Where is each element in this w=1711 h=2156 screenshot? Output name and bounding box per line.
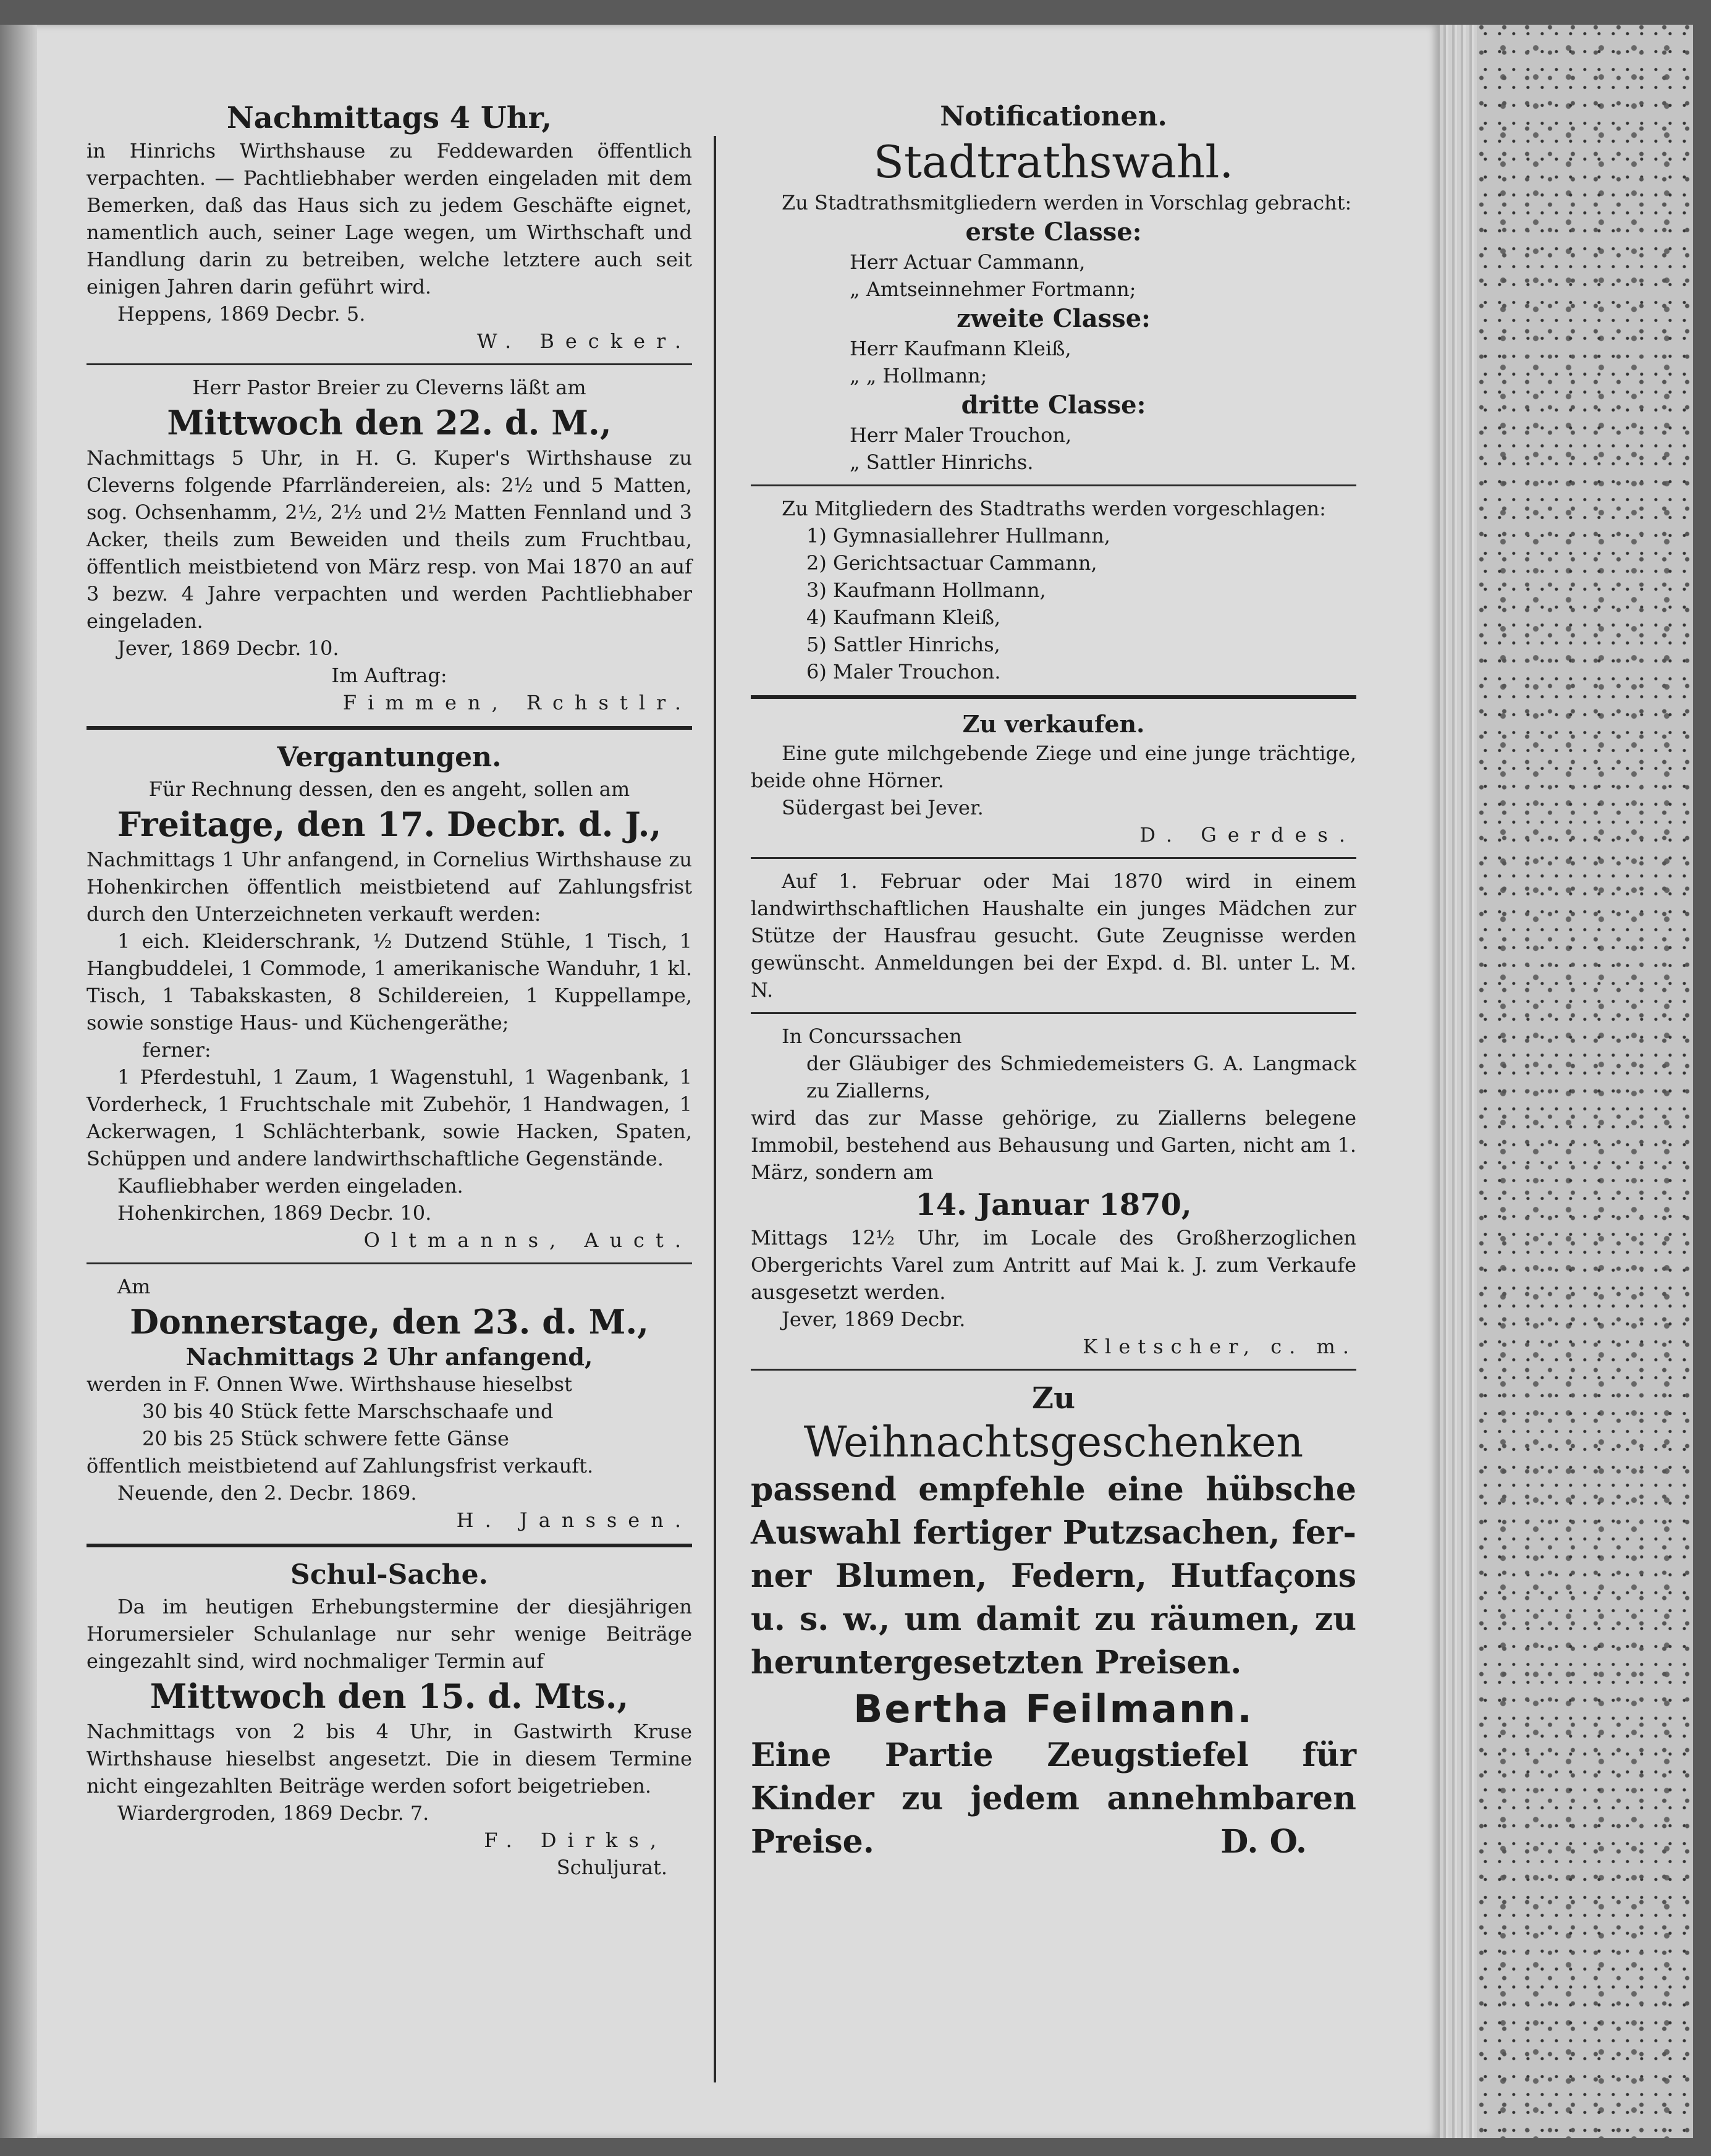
ad-signature: F. Dirks, (484, 1828, 667, 1852)
ad-line: Kinder zu jedem annehmbaren (751, 1780, 1356, 1817)
section-heading: Zu verkaufen. (962, 710, 1145, 738)
ad-title: Weihnachtsgeschenken (803, 1418, 1304, 1467)
section-divider (751, 695, 1356, 699)
ad-zeugstiefel (751, 1734, 1356, 1864)
ad-body: wird das zur Masse gehörige, zu Ziallerns belegene Immobil, bestehend aus Behausung und Garten, nicht am 1. März, sondern am (751, 1106, 1356, 1184)
candidate: Herr Kaufmann Kleiß, (850, 337, 1071, 360)
ad-body: Eine gute milchgebende Ziege und eine junge trächtige, beide ohne Hörner. (751, 742, 1356, 792)
list-item: 5) Sattler Hinrichs, (806, 633, 1000, 656)
ad-intro: Herr Pastor Breier zu Cleverns läßt am (192, 376, 586, 399)
ad-place-date: Neuende, den 2. Decbr. 1869. (117, 1481, 417, 1505)
ad-body: in Hinrichs Wirthshause zu Feddewarden öffentlich verpachten. — Pachtliebhaber werden eingeladen mit dem Bemerken, daß das Haus sich zu jedem Geschäfte eignet, namentlich auch, seiner Lage wegen, um Wirthschaft und Handlung darin zu betreiben, welche letztere auch seit einigen Jahren darin geführt wird. (87, 139, 692, 298)
ad-date: Donnerstage, den 23. d. M., (130, 1302, 649, 1342)
ad-signature: H. Janssen. (456, 1508, 692, 1532)
ad-date: Freitage, den 17. Decbr. d. J., (117, 805, 662, 844)
list-item: 3) Kaufmann Hollmann, (806, 578, 1046, 602)
ad-intro: Für Rechnung dessen, den es angeht, sollen am (148, 777, 630, 801)
ad-signature: D. O. (1220, 1823, 1307, 1861)
ad-pfarrland (87, 374, 692, 716)
ad-signature: D. Gerdes. (1139, 823, 1356, 847)
ad-signature: Kletscher, c. m. (1083, 1335, 1356, 1358)
class-heading: zweite Classe: (957, 304, 1151, 333)
ad-place-date: Wiardergroden, 1869 Decbr. 7. (117, 1801, 429, 1825)
section-heading: Notificationen. (940, 101, 1167, 132)
section-divider (87, 726, 692, 730)
class-heading: erste Classe: (965, 218, 1142, 247)
left-column (87, 99, 692, 1881)
ad-place-date: Jever, 1869 Decbr. 10. (117, 636, 339, 660)
ad-line: passend empfehle eine hübsche (751, 1471, 1356, 1508)
ad-title: Stadtrathswahl. (873, 136, 1234, 188)
class-heading: dritte Classe: (961, 391, 1146, 420)
list-item: 1) Gymnasiallehrer Hullmann, (806, 524, 1110, 547)
ad-auftrag: Im Auftrag: (331, 664, 447, 687)
ad-line: u. s. w., um damit zu räumen, zu (751, 1600, 1356, 1638)
ad-date: Mittwoch den 22. d. M., (167, 403, 612, 442)
ad-line: heruntergesetzten Preisen. (751, 1644, 1242, 1681)
ad-zu: Zu (1032, 1381, 1075, 1416)
ad-line: Preise. (751, 1823, 874, 1861)
ad-weihnachtsgeschenke (751, 1379, 1356, 1734)
ad-concurs (751, 1023, 1356, 1360)
ad-schul-sache (87, 1557, 692, 1881)
ad-line: 20 bis 25 Stück schwere fette Gänse (142, 1427, 509, 1450)
ad-line: ner Blumen, Federn, Hutfaçons (751, 1557, 1356, 1595)
section-heading: Vergantungen. (277, 742, 502, 773)
book-edge (1440, 25, 1693, 2138)
ad-zu-verkaufen (751, 709, 1356, 848)
ad-line: 30 bis 40 Stück fette Marschschaafe und (142, 1400, 554, 1423)
ad-divider (87, 363, 692, 365)
ad-place: Südergast bei Jever. (782, 796, 984, 819)
ad-place-date: Hohenkirchen, 1869 Decbr. 10. (117, 1201, 432, 1225)
ad-role: Schuljurat. (556, 1856, 667, 1879)
ad-schafe-gaense (87, 1273, 692, 1534)
candidate: Herr Actuar Cammann, (850, 250, 1086, 274)
ad-divider (751, 484, 1356, 486)
section-heading: Schul-Sache. (290, 1559, 488, 1591)
ad-ferner: ferner: (142, 1038, 211, 1062)
ad-invite: Kaufliebhaber werden eingeladen. (117, 1174, 463, 1198)
ad-line: der Gläubiger des Schmiedemeisters G. A. Langmack zu Ziallerns, (806, 1052, 1356, 1102)
ad-signature: W. Becker. (476, 329, 692, 353)
ad-divider (87, 1262, 692, 1264)
candidate: „ Sattler Hinrichs. (850, 450, 1034, 474)
right-column (751, 99, 1356, 1864)
ad-items: 1 eich. Kleiderschrank, ½ Dutzend Stühle, 1 Tisch, 1 Hangbuddelei, 1 Commode, 1 amerikanische Wanduhr, 1 kl. Tisch, 1 Tabakskasten, 8 Schildereien, 1 Kuppellampe, sowie sonstige Haus- und Küchengeräthe; (87, 929, 692, 1034)
binding-gutter (0, 25, 37, 2138)
ad-line: In Concurssachen (782, 1025, 962, 1048)
ad-line: öffentlich meistbietend auf Zahlungsfrist verkauft. (87, 1454, 594, 1477)
ad-stadtrath-mitglieder (751, 495, 1356, 685)
ad-place-date: Jever, 1869 Decbr. (782, 1308, 966, 1331)
ad-divider (751, 1012, 1356, 1014)
ad-body: Nachmittags 1 Uhr anfangend, in Cornelius Wirthshause zu Hohenkirchen öffentlich meistbietend auf Zahlungsfrist durch den Unterzeichneten verkauft werden: (87, 848, 692, 926)
ad-title: Nachmittags 4 Uhr, (226, 101, 552, 135)
ad-time: Nachmittags 2 Uhr anfangend, (185, 1343, 593, 1371)
ad-signature: Oltmanns, Auct. (363, 1228, 692, 1252)
ad-maedchen-gesucht (751, 868, 1356, 1004)
ad-stadtrathswahl (751, 99, 1356, 476)
list-item: 4) Kaufmann Kleiß, (806, 606, 1001, 629)
ad-divider (751, 1369, 1356, 1371)
list-item: 6) Maler Trouchon. (806, 660, 1001, 683)
ad-body: werden in F. Onnen Wwe. Wirthshause hieselbst (87, 1372, 572, 1396)
ad-body: Nachmittags von 2 bis 4 Uhr, in Gastwirth Kruse Wirthshause hieselbst angesetzt. Die in diesem Termine nicht eingezahlten Beiträge werden sofort beigetrieben. (87, 1720, 692, 1798)
ad-signature: Fimmen, Rchstlr. (342, 691, 692, 714)
ad-divider (751, 857, 1356, 859)
newspaper-page (0, 25, 1440, 2138)
candidate: Herr Maler Trouchon, (850, 423, 1072, 447)
section-divider (87, 1544, 692, 1547)
ad-intro: Zu Mitgliedern des Stadtraths werden vorgeschlagen: (782, 497, 1326, 520)
ad-intro: Zu Stadtrathsmitgliedern werden in Vorschlag gebracht: (782, 191, 1352, 214)
ad-date: 14. Januar 1870, (915, 1188, 1192, 1222)
list-item: 2) Gerichtsactuar Cammann, (806, 551, 1097, 575)
ad-line: Auswahl fertiger Putzsachen, fer- (751, 1514, 1356, 1552)
ad-line: Eine Partie Zeugstiefel für (751, 1736, 1356, 1774)
ad-body: Auf 1. Februar oder Mai 1870 wird in einem landwirthschaftlichen Haushalte ein junges Mädchen zur Stütze der Hausfrau gesucht. Gute Zeugnisse werden gewünscht. Anmeldungen bei der Expd. d. Bl. unter L. M. N. (751, 869, 1356, 1002)
page-edge-speckle (1477, 25, 1693, 2138)
ad-date: Mittwoch den 15. d. Mts., (150, 1676, 629, 1716)
column-divider (714, 136, 716, 2082)
candidate: „ „ Hollmann; (850, 364, 987, 387)
ad-place-date: Heppens, 1869 Decbr. 5. (117, 302, 366, 326)
ad-body: Mittags 12½ Uhr, im Locale des Großherzoglichen Obergerichts Varel zum Antritt auf Mai k. J. zum Verkaufe ausgesetzt werden. (751, 1226, 1356, 1304)
ad-lease-heppens (87, 99, 692, 355)
ad-vergantungen (87, 740, 692, 1254)
ad-last-line (751, 1820, 1356, 1864)
candidate: „ Amtseinnehmer Fortmann; (850, 277, 1136, 301)
ad-signature: Bertha Feilmann. (853, 1686, 1254, 1731)
ad-body: Da im heutigen Erhebungstermine der diesjährigen Horumersieler Schulanlage nur sehr wenige Beiträge eingezahlt sind, wird nochmaliger Termin auf (87, 1595, 692, 1673)
ad-body: Nachmittags 5 Uhr, in H. G. Kuper's Wirthshause zu Cleverns folgende Pfarrländereien, als: 2½ und 5 Matten, sog. Ochsenhamm, 2½, 2½ und 2½ Matten Fennland und 3 Acker, theils zum Beweiden und theils zum Fruchtbau, öffentlich meistbietend von März resp. von Mai 1870 an auf 3 bezw. 4 Jahre verpachten und werden Pachtliebhaber eingeladen. (87, 446, 692, 633)
ad-am: Am (117, 1275, 151, 1298)
ad-items: 1 Pferdestuhl, 1 Zaum, 1 Wagenstuhl, 1 Wagenbank, 1 Vorderheck, 1 Fruchtschale mit Zubehör, 1 Handwagen, 1 Ackerwagen, 1 Schlächterbank, sowie Hacken, Spaten, Schüppen und andere landwirthschaftliche Gegenstände. (87, 1065, 692, 1170)
